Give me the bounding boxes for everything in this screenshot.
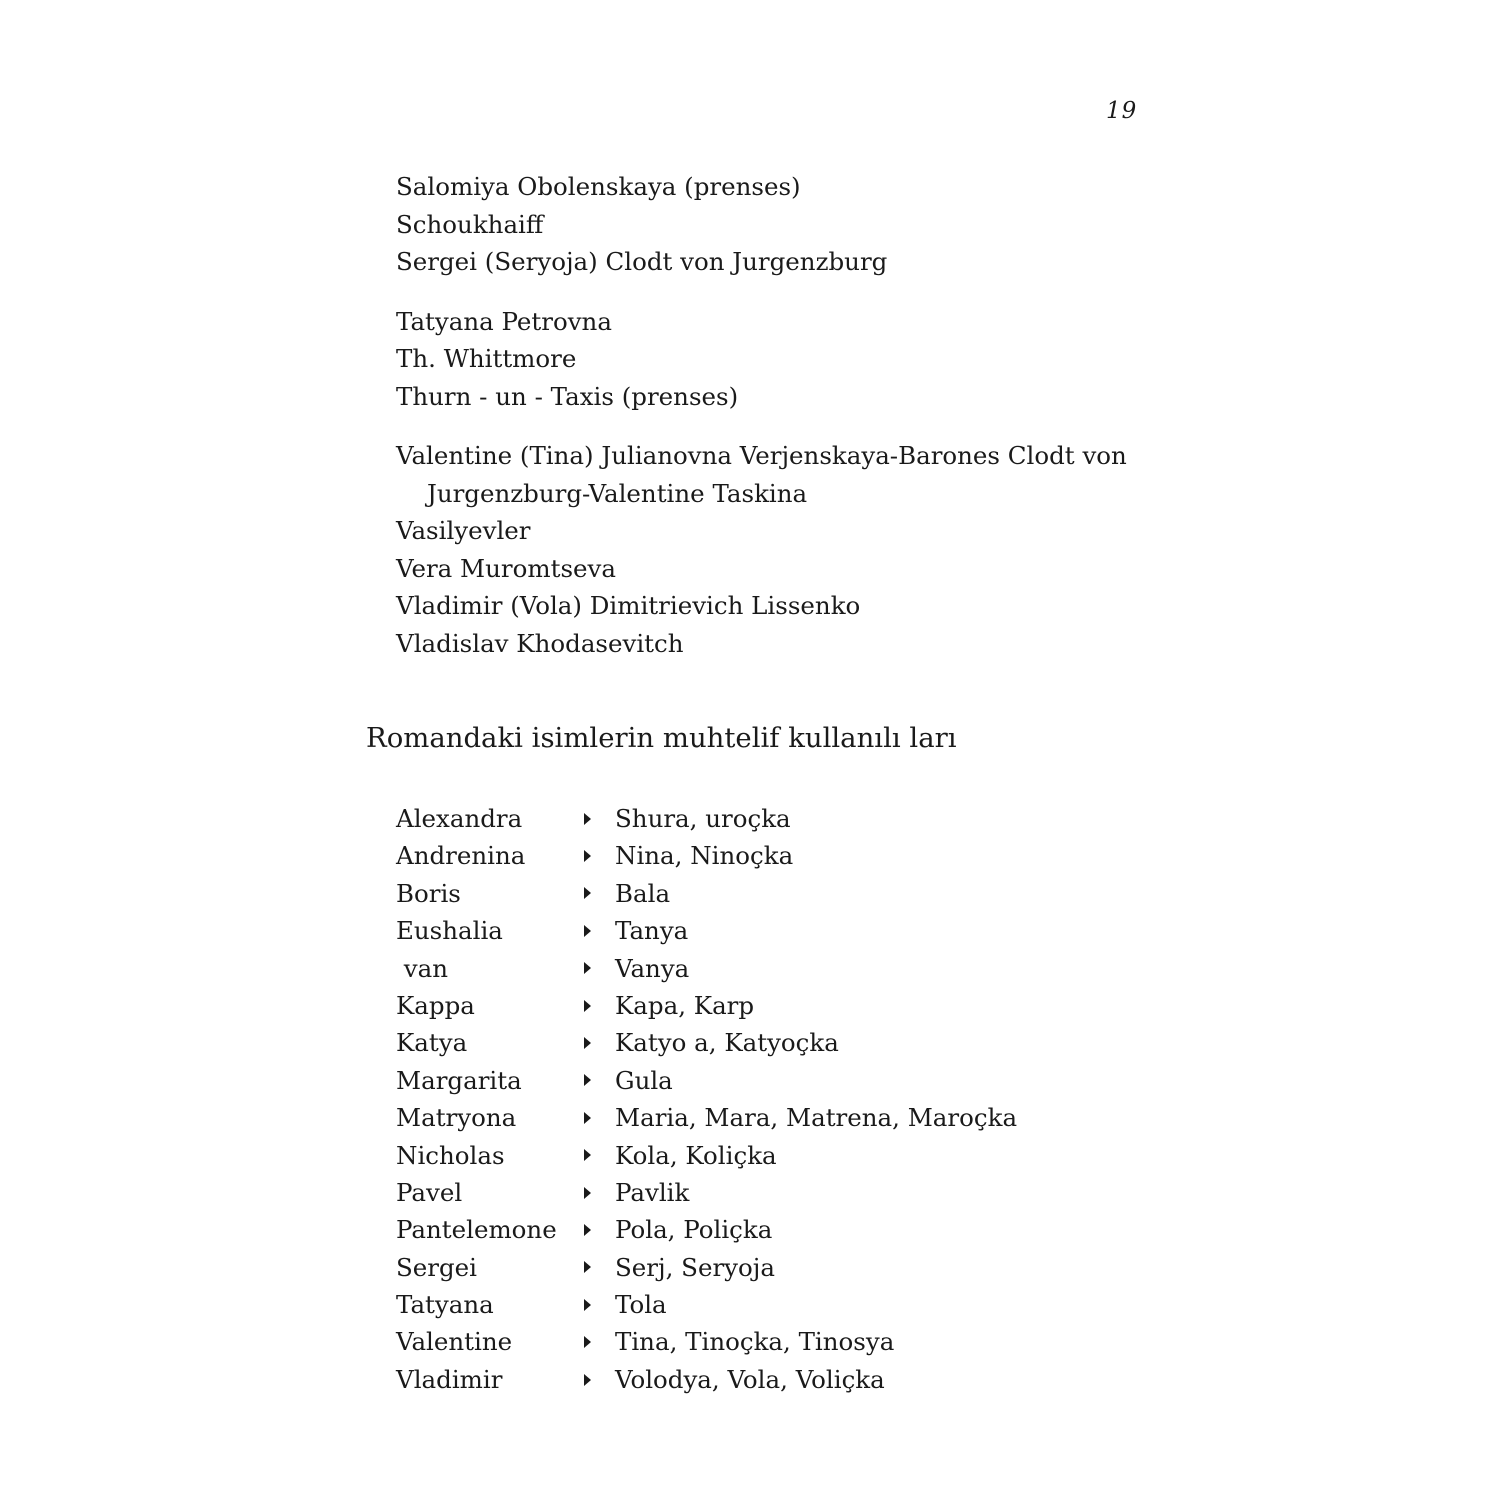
variant-name: Nicholas [396, 1140, 505, 1170]
triangle-right-icon [574, 925, 615, 937]
triangle-right-icon [574, 1299, 615, 1311]
triangle-right-icon [574, 1261, 615, 1273]
variant-forms: Vanya [615, 953, 690, 983]
variant-forms: Katyo a, Katyoçka [615, 1028, 839, 1058]
variant-row [396, 1249, 1116, 1286]
triangle-right-icon [574, 1374, 615, 1386]
name-variants-table [396, 800, 1116, 1398]
variant-row [396, 1062, 1116, 1099]
name-entry-continuation: Jurgenzburg-Valentine Taskina [427, 478, 808, 508]
variant-row [396, 1174, 1116, 1211]
variant-name: Matryona [396, 1103, 517, 1133]
section-heading: Romandaki isimlerin muhtelif kullanılı ları [366, 722, 957, 754]
variant-row [396, 987, 1116, 1024]
variant-forms: Kapa, Karp [615, 990, 755, 1020]
variant-row [396, 950, 1116, 987]
variant-row [396, 1211, 1116, 1248]
name-entry: Valentine (Tina) Julianovna Verjenskaya-Barones Clodt von [396, 441, 1127, 470]
name-entry: Tatyana Petrovna [396, 306, 612, 336]
variant-row [396, 1099, 1116, 1136]
triangle-right-icon [574, 813, 615, 825]
name-group-v [396, 437, 1156, 662]
triangle-right-icon [574, 850, 615, 862]
triangle-right-icon [574, 1000, 615, 1012]
triangle-right-icon [574, 1112, 615, 1124]
name-entry: Vladimir (Vola) Dimitrievich Lissenko [396, 591, 861, 620]
variant-forms: Serj, Seryoja [615, 1252, 775, 1282]
variant-forms: Maria, Mara, Matrena, Maroçka [615, 1103, 1018, 1133]
variant-forms: Tanya [615, 916, 689, 946]
variant-forms: Kola, Koliçka [615, 1140, 777, 1170]
variant-forms: Tola [615, 1290, 667, 1320]
variant-row [396, 875, 1116, 912]
variant-name: Margarita [396, 1065, 522, 1095]
variant-name: Pantelemone [396, 1215, 557, 1245]
variant-row [396, 912, 1116, 949]
variant-forms: Nina, Ninoçka [615, 841, 794, 871]
variant-row [396, 1024, 1116, 1061]
variant-row [396, 1323, 1116, 1360]
variant-forms: Bala [615, 878, 671, 908]
variant-name: Eushalia [396, 916, 503, 946]
name-entry: Th. Whittmore [396, 344, 577, 373]
triangle-right-icon [574, 887, 615, 899]
variant-row [396, 837, 1116, 874]
triangle-right-icon [574, 962, 615, 974]
variant-name: Andrenina [396, 841, 526, 871]
variant-name: Sergei [396, 1252, 478, 1282]
variant-name: Tatyana [396, 1290, 494, 1320]
variant-forms: Shura, uroçka [615, 804, 791, 833]
character-name-list [396, 168, 1156, 684]
name-entry: Thurn - un - Taxis (prenses) [396, 381, 739, 411]
name-entry: Sergei (Seryoja) Clodt von Jurgenzburg [396, 247, 888, 276]
triangle-right-icon [574, 1336, 615, 1348]
variant-forms: Gula [615, 1065, 673, 1095]
variant-row [396, 800, 1116, 837]
name-entry: Vladislav Khodasevitch [396, 628, 684, 658]
name-entry: Schoukhaiff [396, 209, 544, 239]
page-number: 19 [1106, 98, 1138, 124]
variant-name: Vladimir [396, 1364, 503, 1394]
variant-row [396, 1286, 1116, 1323]
variant-name: van [396, 953, 449, 983]
variant-name: Valentine [396, 1327, 513, 1357]
name-entry: Vasilyevler [396, 516, 531, 545]
triangle-right-icon [574, 1037, 615, 1049]
variant-name: Boris [396, 878, 461, 908]
triangle-right-icon [574, 1149, 615, 1161]
variant-row [396, 1137, 1116, 1174]
variant-row [396, 1361, 1116, 1398]
name-group-t [396, 303, 1156, 416]
triangle-right-icon [574, 1224, 615, 1236]
variant-name: Pavel [396, 1177, 463, 1207]
name-group-s [396, 168, 1156, 281]
variant-name: Kappa [396, 990, 475, 1020]
variant-forms: Volodya, Vola, Voliçka [615, 1364, 885, 1394]
variant-name: Katya [396, 1028, 468, 1058]
variant-forms: Tina, Tinoçka, Tinosya [615, 1327, 895, 1357]
variant-forms: Pola, Poliçka [615, 1215, 773, 1245]
variant-forms: Pavlik [615, 1177, 690, 1207]
triangle-right-icon [574, 1187, 615, 1199]
variant-name: Alexandra [396, 804, 523, 833]
triangle-right-icon [574, 1074, 615, 1086]
name-entry: Salomiya Obolenskaya (prenses) [396, 172, 801, 201]
name-entry: Vera Muromtseva [396, 553, 616, 583]
